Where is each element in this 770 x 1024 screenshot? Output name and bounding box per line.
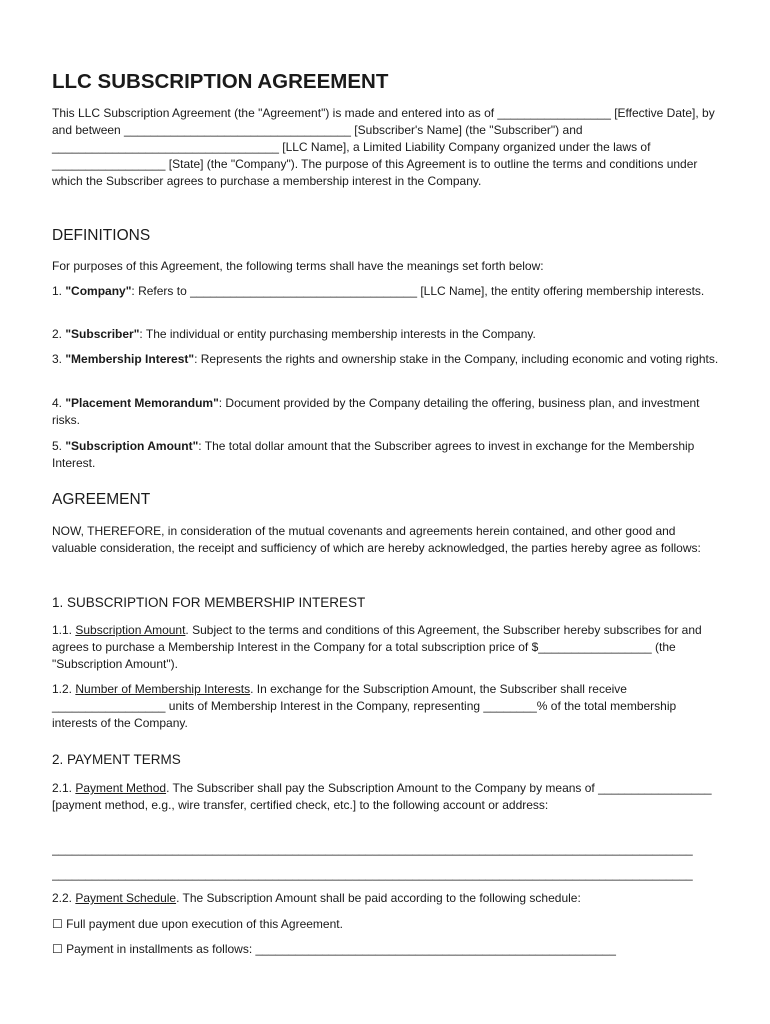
agreement-paragraph: NOW, THEREFORE, in consideration of the mutual covenants and agreements herein contained, and other good and valuable consideration, the receipt and sufficiency of which are hereby acknowledged, the parties hereby agree as follows: <box>52 524 701 555</box>
definition-number: 2. <box>52 327 66 341</box>
definition-number: 3. <box>52 352 66 366</box>
definition-term: "Subscriber" <box>65 327 140 341</box>
option-label: Payment in installments as follows: ______________________________________________________ <box>62 942 616 956</box>
definition-number: 4. <box>52 396 66 410</box>
definition-text: : Document provided by the Company detailing the offering, business plan, and investment risks. <box>52 396 700 427</box>
definition-text: : Refers to __________________________________ [LLC Name], the entity offering membership interests. <box>131 284 705 298</box>
definition-term: "Subscription Amount" <box>65 439 199 453</box>
clause-number: 2.2. <box>52 891 76 905</box>
definition-number: 1. <box>52 284 66 298</box>
definition-number: 5. <box>52 439 66 453</box>
clause-text: . The Subscriber shall pay the Subscription Amount to the Company by means of _________________ [payment method, e.g., wire transfer, certified check, etc.] to the following account or address: <box>52 781 712 812</box>
definitions-heading: DEFINITIONS <box>52 227 151 244</box>
clause-title: Subscription Amount <box>75 623 186 637</box>
option-label: Full payment due upon execution of this Agreement. <box>62 917 343 931</box>
definition-text: : Represents the rights and ownership stake in the Company, including economic and voting rights. <box>194 352 719 366</box>
checkbox[interactable]: ☐ <box>52 917 63 931</box>
definition-text: : The total dollar amount that the Subscriber agrees to invest in exchange for the Membership Interest. <box>52 439 695 470</box>
option-installments <box>52 941 720 958</box>
section-1-heading: 1. SUBSCRIPTION FOR MEMBERSHIP INTEREST <box>52 595 366 610</box>
definitions-lead: For purposes of this Agreement, the following terms shall have the meanings set forth below: <box>52 259 544 273</box>
definition-term: "Placement Memorandum" <box>65 396 219 410</box>
clause-1-2 <box>52 681 720 732</box>
definition-text: : The individual or entity purchasing membership interests in the Company. <box>139 327 536 341</box>
agreement-heading: AGREEMENT <box>52 491 151 508</box>
definition-item-subscription-amount <box>52 438 720 472</box>
clause-2-1 <box>52 780 720 814</box>
section-2-heading: 2. PAYMENT TERMS <box>52 752 181 767</box>
definition-item-placement-memorandum <box>52 395 720 429</box>
definition-item-subscriber <box>52 326 720 343</box>
definition-item-company <box>52 283 720 300</box>
definition-term: "Company" <box>65 284 132 298</box>
blank-line: ________________________________________________________________________________________________ <box>52 867 693 881</box>
clause-title: Number of Membership Interests <box>75 682 251 696</box>
clause-title: Payment Schedule <box>75 891 177 905</box>
clause-number: 1.2. <box>52 682 76 696</box>
definition-item-membership-interest <box>52 351 720 368</box>
clause-text: . Subject to the terms and conditions of this Agreement, the Subscriber hereby subscribes for and agrees to purchase a Membership Interest in the Company for a total subscription price of $_________________ (the "Subscription Amount"). <box>52 623 702 671</box>
clause-2-2 <box>52 890 720 907</box>
clause-title: Payment Method <box>75 781 167 795</box>
blank-line: ________________________________________________________________________________________________ <box>52 842 693 856</box>
checkbox[interactable]: ☐ <box>52 942 63 956</box>
clause-number: 1.1. <box>52 623 76 637</box>
option-full-payment <box>52 916 720 933</box>
document-title: LLC SUBSCRIPTION AGREEMENT <box>52 70 389 93</box>
clause-number: 2.1. <box>52 781 76 795</box>
intro-paragraph: This LLC Subscription Agreement (the "Agreement") is made and entered into as of _________________ [Effective Date], by and between __________________________________ [Subscriber's Name] (the "Subscriber") and __________________________________ [LLC Name], a Limited Liability Company organized under the laws of _________________ [State] (the "Company"). The purpose of this Agreement is to outline the terms and conditions under which the Subscriber agrees to purchase a membership interest in the Company. <box>52 106 715 188</box>
clause-text: . In exchange for the Subscription Amount, the Subscriber shall receive _________________ units of Membership Interest in the Company, representing ________% of the total membership interests of the Company. <box>52 682 677 730</box>
clause-text: . The Subscription Amount shall be paid according to the following schedule: <box>176 891 581 905</box>
clause-1-1 <box>52 622 720 673</box>
definition-term: "Membership Interest" <box>65 352 195 366</box>
